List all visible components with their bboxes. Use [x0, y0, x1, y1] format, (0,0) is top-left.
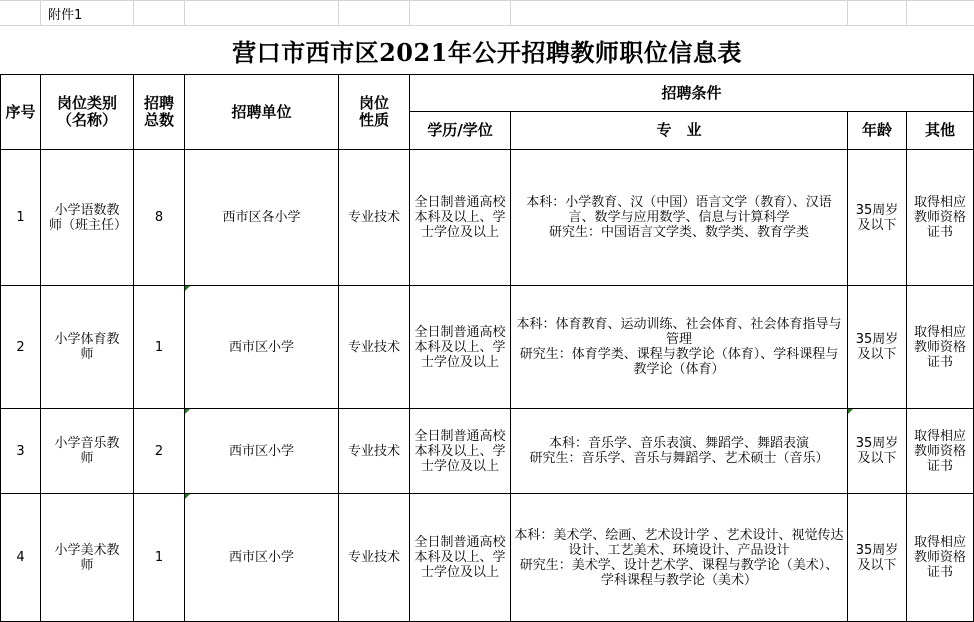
- header-post-type: 岗位类别（名称）: [56, 94, 117, 129]
- header-total: 招聘总数: [143, 94, 174, 129]
- row-1-seq: 1: [16, 210, 25, 225]
- row-1-unit: 西市区各小学: [222, 210, 301, 225]
- row-3-nature: 专业技术: [347, 443, 400, 459]
- row-1-major-graduate: 研究生：中国语言文学类、数学类、教育学类: [548, 225, 809, 240]
- row-3-seq: 3: [16, 443, 25, 459]
- attachment-label: 附件1: [48, 7, 83, 23]
- row-2-count: 1: [154, 339, 164, 355]
- row-3-major-undergrad: 本科：音乐学、音乐表演、舞蹈学、舞蹈表演: [548, 436, 809, 451]
- row-4-post: 小学美术教师: [54, 542, 120, 573]
- row-3-post: 小学音乐教师: [54, 436, 120, 466]
- row-1-count: 8: [154, 210, 164, 225]
- header-age: 年龄: [861, 121, 892, 139]
- row-1-major: [511, 150, 847, 285]
- row-2-post: 小学体育教师: [54, 332, 120, 362]
- row-4-nature: 专业技术: [347, 550, 400, 565]
- row-4-age: 35周岁及以下: [855, 542, 899, 573]
- row-4-count: 1: [154, 550, 164, 565]
- row-4-education: 全日制普通高校本科及以上、学士学位及以上: [414, 535, 506, 580]
- header-other: 其他: [924, 121, 955, 139]
- row-3-other: 取得相应教师资格证书: [913, 428, 966, 474]
- row-2-unit: 西市区小学: [228, 339, 294, 355]
- header-conditions: 招聘条件: [661, 83, 722, 102]
- header-education: 学历/学位: [427, 121, 493, 139]
- header-major: 专 业: [656, 121, 702, 139]
- row-4-major-graduate: 研究生：美术学、设计艺术学、课程与教学论（美术）、学科课程与教学论（美术）: [519, 557, 839, 588]
- row-1-other: 取得相应教师资格证书: [913, 195, 966, 240]
- row-4-major-undergrad: 本科：美术学、绘画、艺术设计学 、艺术设计、视觉传达设计、工艺美术、环境设计、产品设计: [514, 527, 844, 558]
- row-2-seq: 2: [16, 339, 25, 355]
- row-3-education: 全日制普通高校本科及以上、学士学位及以上: [414, 428, 506, 474]
- row-2-education: 全日制普通高校本科及以上、学士学位及以上: [414, 324, 506, 370]
- row-2-major-graduate: 研究生：体育学类、课程与教学论（体育）、学科课程与教学论（体育）: [519, 347, 839, 377]
- row-1-nature: 专业技术: [347, 210, 400, 225]
- row-3-age: 35周岁及以下: [855, 436, 899, 466]
- header-nature: 岗位性质: [358, 94, 389, 129]
- row-4-unit: 西市区小学: [228, 550, 294, 565]
- row-3-major: [511, 409, 847, 493]
- row-2-nature: 专业技术: [347, 339, 400, 355]
- header-unit: 招聘单位: [231, 102, 292, 121]
- row-4-other: 取得相应教师资格证书: [913, 535, 966, 580]
- row-1-major-undergrad: 本科：小学教育、汉（中国）语言文学（教育）、汉语言、数学与应用数学、信息与计算科学: [526, 195, 832, 225]
- page-title: 营口市西市区2021年公开招聘教师职位信息表: [232, 37, 742, 67]
- header-seq: 序号: [5, 102, 36, 121]
- row-3-unit: 西市区小学: [228, 443, 294, 459]
- row-1-age: 35周岁及以下: [855, 202, 899, 233]
- row-2-other: 取得相应教师资格证书: [913, 324, 966, 370]
- row-1-post: 小学语数教师（班主任）: [49, 202, 128, 233]
- row-2-major: [511, 286, 847, 408]
- row-3-count: 2: [154, 443, 164, 459]
- row-2-age: 35周岁及以下: [855, 332, 899, 362]
- row-4-major: [511, 494, 847, 621]
- row-4-seq: 4: [16, 550, 25, 565]
- row-3-major-graduate: 研究生：音乐学、音乐与舞蹈学、艺术硕士（音乐）: [529, 451, 829, 466]
- row-2-major-undergrad: 本科：体育教育、运动训练、社会体育、社会体育指导与管理: [516, 317, 842, 347]
- row-1-education: 全日制普通高校本科及以上、学士学位及以上: [414, 195, 506, 240]
